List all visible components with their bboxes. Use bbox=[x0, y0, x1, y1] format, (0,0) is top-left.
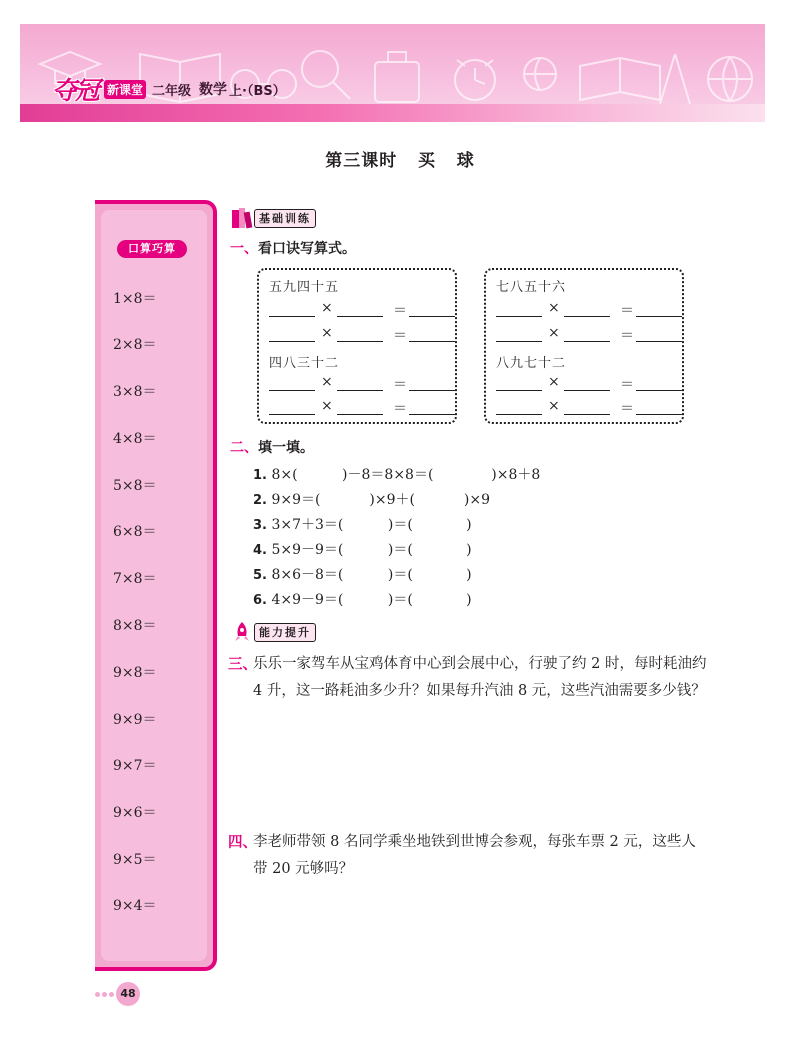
blank-line[interactable] bbox=[496, 390, 542, 391]
section-advanced bbox=[230, 620, 316, 644]
equals-sign: ＝ bbox=[393, 303, 407, 319]
blank-line[interactable] bbox=[496, 316, 542, 317]
oral-calc-badge: 口算巧算 bbox=[117, 240, 187, 258]
times-sign: × bbox=[321, 300, 333, 316]
rocket-icon bbox=[230, 620, 254, 644]
blank-line[interactable] bbox=[269, 390, 315, 391]
page-number: 48 bbox=[116, 982, 140, 1006]
blank-line[interactable] bbox=[269, 316, 315, 317]
oral-item: 3×8＝ bbox=[113, 384, 157, 400]
equation-row bbox=[496, 325, 676, 345]
oral-item: 7×8＝ bbox=[113, 571, 157, 587]
q2-heading bbox=[230, 437, 314, 457]
equals-sign: ＝ bbox=[393, 401, 407, 417]
blank-line[interactable] bbox=[269, 414, 315, 415]
q2-number: 二、 bbox=[230, 440, 258, 456]
blank-line[interactable] bbox=[636, 390, 682, 391]
rhyme-text: 五九四十五 bbox=[269, 280, 340, 295]
oral-item: 9×4＝ bbox=[113, 898, 157, 914]
books-icon bbox=[230, 206, 254, 230]
equation-row bbox=[496, 374, 676, 394]
rhyme-text: 七八五十六 bbox=[496, 280, 567, 295]
q1-number: 一、 bbox=[230, 241, 258, 257]
equation-row bbox=[496, 300, 676, 320]
decor-dot bbox=[102, 992, 107, 997]
blank-line[interactable] bbox=[564, 316, 610, 317]
fill-item-number: 5. bbox=[253, 568, 267, 583]
equals-sign: ＝ bbox=[620, 377, 634, 393]
q1-title: 看口诀写算式。 bbox=[258, 241, 356, 257]
decor-dot bbox=[109, 992, 114, 997]
q4-number: 四、 bbox=[228, 835, 257, 851]
q1-heading bbox=[230, 238, 356, 258]
blank-line[interactable] bbox=[636, 414, 682, 415]
blank-line[interactable] bbox=[409, 390, 455, 391]
banner-strip bbox=[20, 104, 765, 122]
rhyme-text: 四八三十二 bbox=[269, 356, 340, 371]
equation-row bbox=[496, 398, 676, 418]
blank-line[interactable] bbox=[409, 341, 455, 342]
page-number-area bbox=[95, 982, 140, 1006]
times-sign: × bbox=[548, 374, 560, 390]
fill-item bbox=[253, 489, 490, 509]
fill-item-text: 5×9－9＝( )＝( ) bbox=[271, 542, 472, 558]
blank-line[interactable] bbox=[409, 316, 455, 317]
decor-dot bbox=[95, 992, 100, 997]
blank-line[interactable] bbox=[409, 414, 455, 415]
fill-item-number: 3. bbox=[253, 518, 267, 533]
equation-row bbox=[269, 325, 449, 345]
equals-sign: ＝ bbox=[620, 401, 634, 417]
equals-sign: ＝ bbox=[620, 328, 634, 344]
equals-sign: ＝ bbox=[620, 303, 634, 319]
oral-item: 1×8＝ bbox=[113, 291, 157, 307]
oral-item: 6×8＝ bbox=[113, 524, 157, 540]
grade-label: 二年级 bbox=[152, 83, 192, 99]
times-sign: × bbox=[321, 325, 333, 341]
brand-logo: 夺冠 bbox=[52, 76, 99, 105]
brand-bar bbox=[52, 72, 286, 106]
equation-row bbox=[269, 374, 449, 394]
section-basic-label: 基础训练 bbox=[254, 209, 316, 228]
q3-text: 乐乐一家驾车从宝鸡体育中心到会展中心，行驶了约 2 时，每时耗油约 4 升，这一路耗油多少升？如果每升汽油 8 元，这些汽油需要多少钱？ bbox=[253, 656, 707, 699]
fill-item bbox=[253, 514, 472, 534]
fill-item-text: 9×9＝( )×9＋( )×9 bbox=[271, 492, 491, 508]
times-sign: × bbox=[321, 398, 333, 414]
oral-item: 5×8＝ bbox=[113, 478, 157, 494]
fill-item-text: 4×9－9＝( )＝( ) bbox=[271, 592, 472, 608]
series-label: 新课堂 bbox=[104, 80, 146, 99]
times-sign: × bbox=[548, 325, 560, 341]
lesson-title: 第三课时 买 球 bbox=[325, 151, 475, 171]
fill-item bbox=[253, 539, 472, 559]
rhyme-box-right bbox=[484, 268, 684, 424]
blank-line[interactable] bbox=[269, 341, 315, 342]
equals-sign: ＝ bbox=[393, 377, 407, 393]
blank-line[interactable] bbox=[496, 414, 542, 415]
rhyme-box-left bbox=[257, 268, 457, 424]
fill-item-number: 1. bbox=[253, 468, 267, 483]
blank-line[interactable] bbox=[337, 390, 383, 391]
fill-item bbox=[253, 464, 540, 484]
oral-item: 4×8＝ bbox=[113, 431, 157, 447]
rhyme-text: 八九七十二 bbox=[496, 356, 567, 371]
blank-line[interactable] bbox=[337, 341, 383, 342]
q3-number: 三、 bbox=[228, 657, 257, 673]
fill-item bbox=[253, 564, 472, 584]
oral-item: 9×5＝ bbox=[113, 852, 157, 868]
fill-item-number: 4. bbox=[253, 543, 267, 558]
times-sign: × bbox=[548, 398, 560, 414]
oral-item: 2×8＝ bbox=[113, 337, 157, 353]
fill-item-text: 8×( )－8＝8×8＝( )×8＋8 bbox=[271, 467, 541, 483]
fill-item-number: 2. bbox=[253, 493, 267, 508]
q4-text: 李老师带领 8 名同学乘坐地铁到世博会参观，每张车票 2 元，这些人带 20 元够吗？ bbox=[253, 834, 696, 877]
oral-item: 9×7＝ bbox=[113, 758, 157, 774]
fill-item bbox=[253, 589, 472, 609]
section-advanced-label: 能力提升 bbox=[254, 623, 316, 642]
times-sign: × bbox=[548, 300, 560, 316]
blank-line[interactable] bbox=[636, 316, 682, 317]
section-basic bbox=[230, 206, 316, 230]
oral-item: 9×9＝ bbox=[113, 712, 157, 728]
oral-item: 9×6＝ bbox=[113, 805, 157, 821]
blank-line[interactable] bbox=[337, 316, 383, 317]
oral-item: 8×8＝ bbox=[113, 618, 157, 634]
oral-calc-sidebar bbox=[95, 200, 217, 971]
volume-label: 上·（BS） bbox=[229, 83, 286, 99]
equation-row bbox=[269, 398, 449, 418]
oral-item: 9×8＝ bbox=[113, 665, 157, 681]
subject-label: 数学 bbox=[199, 82, 228, 98]
q2-title: 填一填。 bbox=[258, 440, 314, 456]
blank-line[interactable] bbox=[564, 390, 610, 391]
fill-item-text: 3×7＋3＝( )＝( ) bbox=[271, 517, 472, 533]
equation-row bbox=[269, 300, 449, 320]
equals-sign: ＝ bbox=[393, 328, 407, 344]
fill-item-number: 6. bbox=[253, 593, 267, 608]
times-sign: × bbox=[321, 374, 333, 390]
blank-line[interactable] bbox=[636, 341, 682, 342]
blank-line[interactable] bbox=[337, 414, 383, 415]
blank-line[interactable] bbox=[564, 414, 610, 415]
blank-line[interactable] bbox=[564, 341, 610, 342]
blank-line[interactable] bbox=[496, 341, 542, 342]
fill-item-text: 8×6－8＝( )＝( ) bbox=[271, 567, 472, 583]
